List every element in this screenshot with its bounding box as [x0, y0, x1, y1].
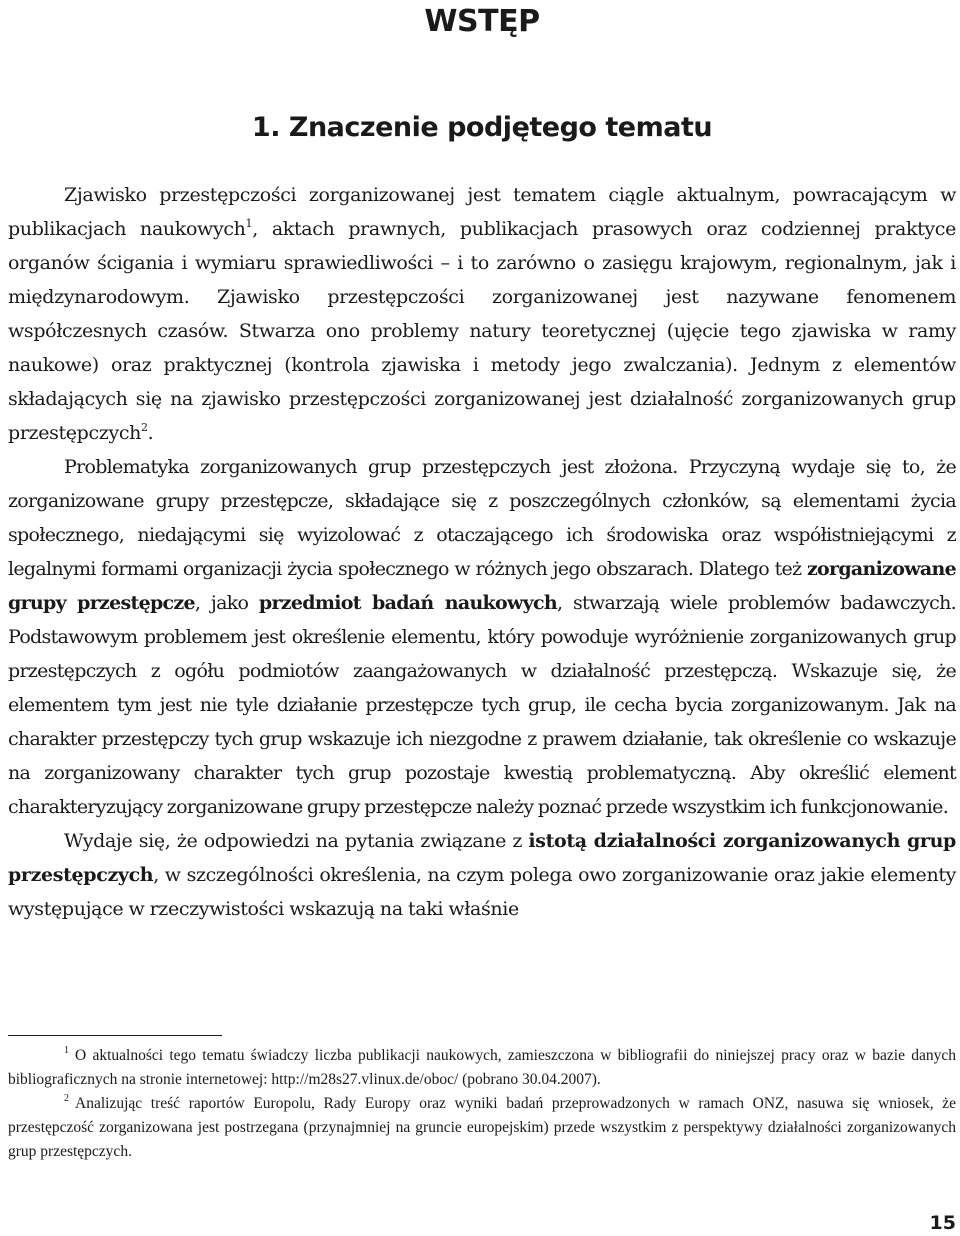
paragraph-2-bold-a: zorganizowane grupy przestępcze — [8, 558, 956, 614]
page-number: 15 — [929, 1212, 956, 1234]
paragraph-3-text-c: , w szczególności określenia, na czym polega owo zorganizowanie oraz jakie elementy występujące w rzeczywistości wskazują na taki właśnie — [8, 864, 956, 920]
paragraph-3-text-a: Wydaje się, że odpowiedzi na pytania związane z — [64, 830, 529, 852]
footnote-1-text: O aktualności tego tematu świadczy liczba publikacji naukowych, zamieszczona w bibliografii do niniejszej pracy oraz w bazie danych bibliograficznych na stronie internetowej: http://m28s27.vlinux.de/oboc/ (pobrano 30.04.2007). — [8, 1047, 956, 1088]
chapter-title: WSTĘP — [424, 4, 540, 39]
paragraph-2-bold-b: przedmiot badań naukowych — [258, 592, 557, 614]
footnote-ref-2[interactable]: 2 — [141, 421, 148, 434]
paragraph-1-text-b: , aktach prawnych, publikacjach prasowych oraz codziennej praktyce organów ścigania i wymiaru sprawiedliwości – i to zarówno o zasięgu krajowym, regionalnym, jak i międzynarodowym. Zjawisko przestępczości zorganizowanej jest nazywane fenomenem współczesnych czasów. Stwarza ono problemy natury teoretycznej (ujęcie tego zjawiska w ramy naukowe) oraz praktycznej (kontrola zjawiska i metody jego zwalczania). Jednym z elementów składających się na zjawisko przestępczości zorganizowanej jest działalność zorganizowanych grup przestępczych — [8, 218, 956, 444]
paragraph-1-text-a: Zjawisko przestępczości zorganizowanej jest tematem ciągle aktualnym, powracającym w publikacjach naukowych — [8, 184, 956, 240]
paragraph-1-text-c: . — [147, 422, 154, 444]
footnote-2 — [8, 1092, 956, 1164]
footnote-2-number: 2 — [64, 1093, 69, 1104]
footnote-2-text: Analizując treść raportów Europolu, Rady Europy oraz wyniki badań przeprowadzonych w ramach ONZ, nasuwa się wniosek, że przestępczość zorganizowana jest postrzegana (przynajmniej na gruncie europejskim) przede wszystkim z perspektywy działalności zorganizowanych grup przestępczych. — [8, 1095, 956, 1160]
paragraph-3-bold: istotą działalności zorganizowanych grup przestępczych — [8, 830, 956, 886]
main-text — [8, 178, 956, 926]
paragraph-2-text-e: , stwarzają wiele problemów badawczych. Podstawowym problemem jest określenie elementu, który powoduje wyróżnienie zorganizowanych grup przestępczych z ogółu podmiotów zaangażowanych w działalność przestępczą. Wskazuje się, że elementem tym jest nie tyle działanie przestępcze tych grup, ile cecha bycia zorganizowanym. Jak na charakter przestępczy tych grup wskazuje ich niezgodne z prawem działanie, tak określenie co wskazuje na zorganizowany charakter tych grup pozostaje kwestią problematyczną. Aby określić element charakteryzujący zorganizowane grupy przestępcze należy poznać przede wszystkim ich funkcjonowanie. — [8, 592, 956, 818]
footnote-divider — [8, 1035, 222, 1036]
footnote-1 — [8, 1044, 956, 1092]
footnotes — [8, 1044, 956, 1164]
paragraph-2-text-a: Problematyka zorganizowanych grup przestępczych jest złożona. Przyczyną wydaje się to, że zorganizowane grupy przestępcze, składające się z poszczególnych członków, są elementami życia społecznego, niedającymi się wyizolować z otaczającego ich środowiska oraz współistniejącymi z legalnymi formami organizacji życia społecznego w różnych jego obszarach. Dlatego też — [8, 456, 956, 580]
paragraph-1 — [8, 178, 956, 450]
footnote-ref-1[interactable]: 1 — [245, 217, 253, 230]
footnote-1-number: 1 — [64, 1045, 69, 1056]
paragraph-2-text-c: , jako — [194, 592, 259, 614]
book-page — [8, 0, 956, 1236]
paragraph-2 — [8, 450, 956, 824]
section-title: 1. Znaczenie podjętego tematu — [251, 112, 713, 143]
paragraph-3 — [8, 824, 956, 926]
